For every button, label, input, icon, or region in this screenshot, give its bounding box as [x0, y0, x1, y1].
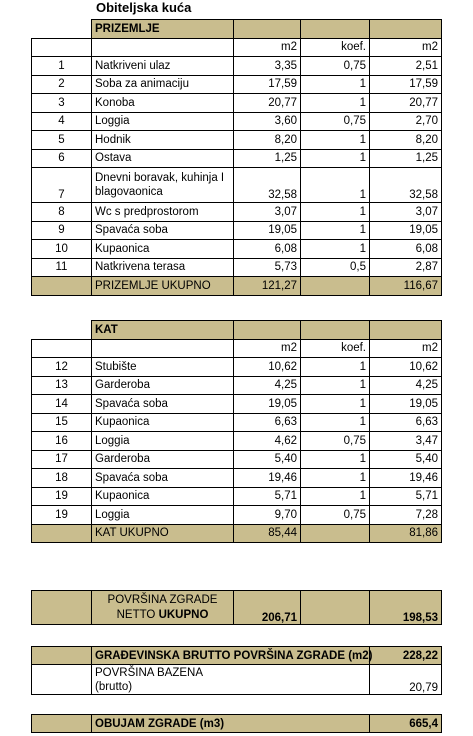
room-net-area: 20,77: [370, 94, 442, 113]
room-name: Stubište: [92, 358, 234, 377]
room-net-area: 3,07: [370, 203, 442, 222]
row-number: 19: [32, 506, 92, 525]
col-header-coef: koef.: [301, 38, 370, 57]
room-area: 8,20: [234, 131, 301, 150]
row-number: 9: [32, 221, 92, 240]
room-area: 10,62: [234, 358, 301, 377]
room-name: Loggia: [92, 432, 234, 451]
room-coef: 1: [301, 94, 370, 113]
pool-label-line1: POVRŠINA BAZENA: [95, 666, 204, 679]
row-number: 12: [32, 358, 92, 377]
upper-floor-table: [31, 320, 442, 543]
room-net-area: 4,25: [370, 376, 442, 395]
row-number: 11: [32, 258, 92, 277]
room-coef: 1: [301, 221, 370, 240]
room-net-area: 1,25: [370, 149, 442, 168]
volume-label: OBUJAM ZGRADE (m3): [92, 715, 370, 733]
col-header-area: m2: [234, 38, 301, 57]
room-name: Konoba: [92, 94, 234, 113]
pool-label-line2: (brutto): [95, 680, 133, 693]
row-number: 19: [32, 487, 92, 506]
room-coef: 0,75: [301, 432, 370, 451]
volume-table: [31, 714, 442, 733]
table-row: [32, 469, 442, 488]
room-coef: 1: [301, 469, 370, 488]
room-area: 32,58: [234, 168, 301, 203]
room-coef: 1: [301, 413, 370, 432]
room-net-area: 2,87: [370, 258, 442, 277]
room-name: Spavaća soba: [92, 221, 234, 240]
row-number: 2: [32, 75, 92, 94]
room-name: Natkrivena terasa: [92, 258, 234, 277]
room-net-area: 32,58: [370, 168, 442, 203]
table-row: [32, 432, 442, 451]
row-number: 4: [32, 112, 92, 131]
room-net-area: 5,40: [370, 450, 442, 469]
room-net-area: 5,71: [370, 487, 442, 506]
net-area-value: 206,71: [234, 591, 301, 625]
volume-value: 665,4: [370, 715, 442, 733]
table-row: [32, 149, 442, 168]
room-net-area: 8,20: [370, 131, 442, 150]
room-net-area: 2,70: [370, 112, 442, 131]
room-name: Soba za animaciju: [92, 75, 234, 94]
room-net-area: 6,63: [370, 413, 442, 432]
room-coef: 0,75: [301, 57, 370, 76]
room-area: 19,46: [234, 469, 301, 488]
room-net-area: 6,08: [370, 240, 442, 259]
table-row: [32, 57, 442, 76]
total-label: PRIZEMLJE UKUPNO: [92, 277, 234, 296]
table-row: [32, 487, 442, 506]
table-row: [32, 75, 442, 94]
room-coef: 1: [301, 450, 370, 469]
room-name: Wc s predprostorom: [92, 203, 234, 222]
table-row: [32, 358, 442, 377]
room-net-area: 19,05: [370, 395, 442, 414]
room-area: 5,73: [234, 258, 301, 277]
col-header-net: m2: [370, 38, 442, 57]
net-label-bold: UKUPNO: [158, 608, 209, 621]
col-header-net: m2: [370, 339, 442, 358]
net-label-line1: POVRŠINA ZGRADE: [107, 593, 218, 606]
room-area: 17,59: [234, 75, 301, 94]
table-row: [32, 94, 442, 113]
row-number: 14: [32, 395, 92, 414]
room-net-area: 7,28: [370, 506, 442, 525]
room-coef: 0,75: [301, 112, 370, 131]
room-area: 19,05: [234, 395, 301, 414]
total-net: 81,86: [370, 524, 442, 543]
table-row: [32, 221, 442, 240]
room-name: Kupaonica: [92, 487, 234, 506]
document-title: Obiteljska kuća: [96, 0, 192, 15]
table-row: [32, 376, 442, 395]
room-area: 5,71: [234, 487, 301, 506]
row-number: 8: [32, 203, 92, 222]
table-row: [32, 131, 442, 150]
table-row: [32, 413, 442, 432]
table-row: [32, 203, 442, 222]
row-number: 7: [32, 168, 92, 203]
net-total-value: 198,53: [370, 591, 442, 625]
room-net-area: 19,46: [370, 469, 442, 488]
section-title: KAT: [92, 321, 234, 340]
table-row: [32, 506, 442, 525]
room-coef: 1: [301, 203, 370, 222]
room-name: Garderoba: [92, 450, 234, 469]
table-row: [32, 258, 442, 277]
room-name: Kupaonica: [92, 413, 234, 432]
room-area: 4,25: [234, 376, 301, 395]
gross-area-label: GRAĐEVINSKA BRUTTO POVRŠINA ZGRADE (m2): [92, 647, 370, 665]
row-number: 17: [32, 450, 92, 469]
row-number: 18: [32, 469, 92, 488]
pool-area-value: 20,79: [370, 665, 442, 695]
room-area: 3,07: [234, 203, 301, 222]
room-coef: 1: [301, 358, 370, 377]
total-net: 116,67: [370, 277, 442, 296]
room-coef: 1: [301, 149, 370, 168]
col-header-area: m2: [234, 339, 301, 358]
room-area: 3,35: [234, 57, 301, 76]
room-area: 3,60: [234, 112, 301, 131]
room-coef: 1: [301, 395, 370, 414]
row-number: 13: [32, 376, 92, 395]
room-name: Kupaonica: [92, 240, 234, 259]
room-name: Dnevni boravak, kuhinja I blagovaonica: [92, 168, 234, 203]
net-total-table: [31, 590, 442, 625]
room-area: 1,25: [234, 149, 301, 168]
room-coef: 1: [301, 75, 370, 94]
row-number: 3: [32, 94, 92, 113]
watermark: Alma Dom: [205, 669, 257, 681]
section-title: PRIZEMLJE: [92, 20, 234, 39]
room-coef: 0,5: [301, 258, 370, 277]
room-name: Loggia: [92, 506, 234, 525]
table-row: [32, 240, 442, 259]
room-name: Loggia: [92, 112, 234, 131]
total-label: KAT UKUPNO: [92, 524, 234, 543]
room-coef: 0,75: [301, 506, 370, 525]
room-coef: 1: [301, 487, 370, 506]
row-number: 5: [32, 131, 92, 150]
room-name: Ostava: [92, 149, 234, 168]
table-row: [32, 450, 442, 469]
room-net-area: 10,62: [370, 358, 442, 377]
room-net-area: 17,59: [370, 75, 442, 94]
room-name: Hodnik: [92, 131, 234, 150]
gross-area-value: 228,22: [370, 647, 442, 665]
row-number: 1: [32, 57, 92, 76]
net-label-plain: NETTO: [116, 608, 159, 621]
room-coef: 1: [301, 376, 370, 395]
room-area: 6,08: [234, 240, 301, 259]
room-area: 19,05: [234, 221, 301, 240]
total-area: 121,27: [234, 277, 301, 296]
row-number: 15: [32, 413, 92, 432]
col-header-coef: koef.: [301, 339, 370, 358]
room-area: 5,40: [234, 450, 301, 469]
total-area: 85,44: [234, 524, 301, 543]
row-number: 10: [32, 240, 92, 259]
room-area: 9,70: [234, 506, 301, 525]
row-number: 16: [32, 432, 92, 451]
room-name: Spavaća soba: [92, 395, 234, 414]
table-row: [32, 112, 442, 131]
room-coef: 1: [301, 168, 370, 203]
room-coef: 1: [301, 131, 370, 150]
room-area: 6,63: [234, 413, 301, 432]
room-net-area: 2,51: [370, 57, 442, 76]
table-row: [32, 168, 442, 203]
table-row: [32, 395, 442, 414]
room-net-area: 3,47: [370, 432, 442, 451]
row-number: 6: [32, 149, 92, 168]
room-area: 4,62: [234, 432, 301, 451]
room-area: 20,77: [234, 94, 301, 113]
room-name: Spavaća soba: [92, 469, 234, 488]
room-net-area: 19,05: [370, 221, 442, 240]
room-name: Natkriveni ulaz: [92, 57, 234, 76]
ground-floor-table: [31, 19, 442, 296]
room-coef: 1: [301, 240, 370, 259]
room-name: Garderoba: [92, 376, 234, 395]
